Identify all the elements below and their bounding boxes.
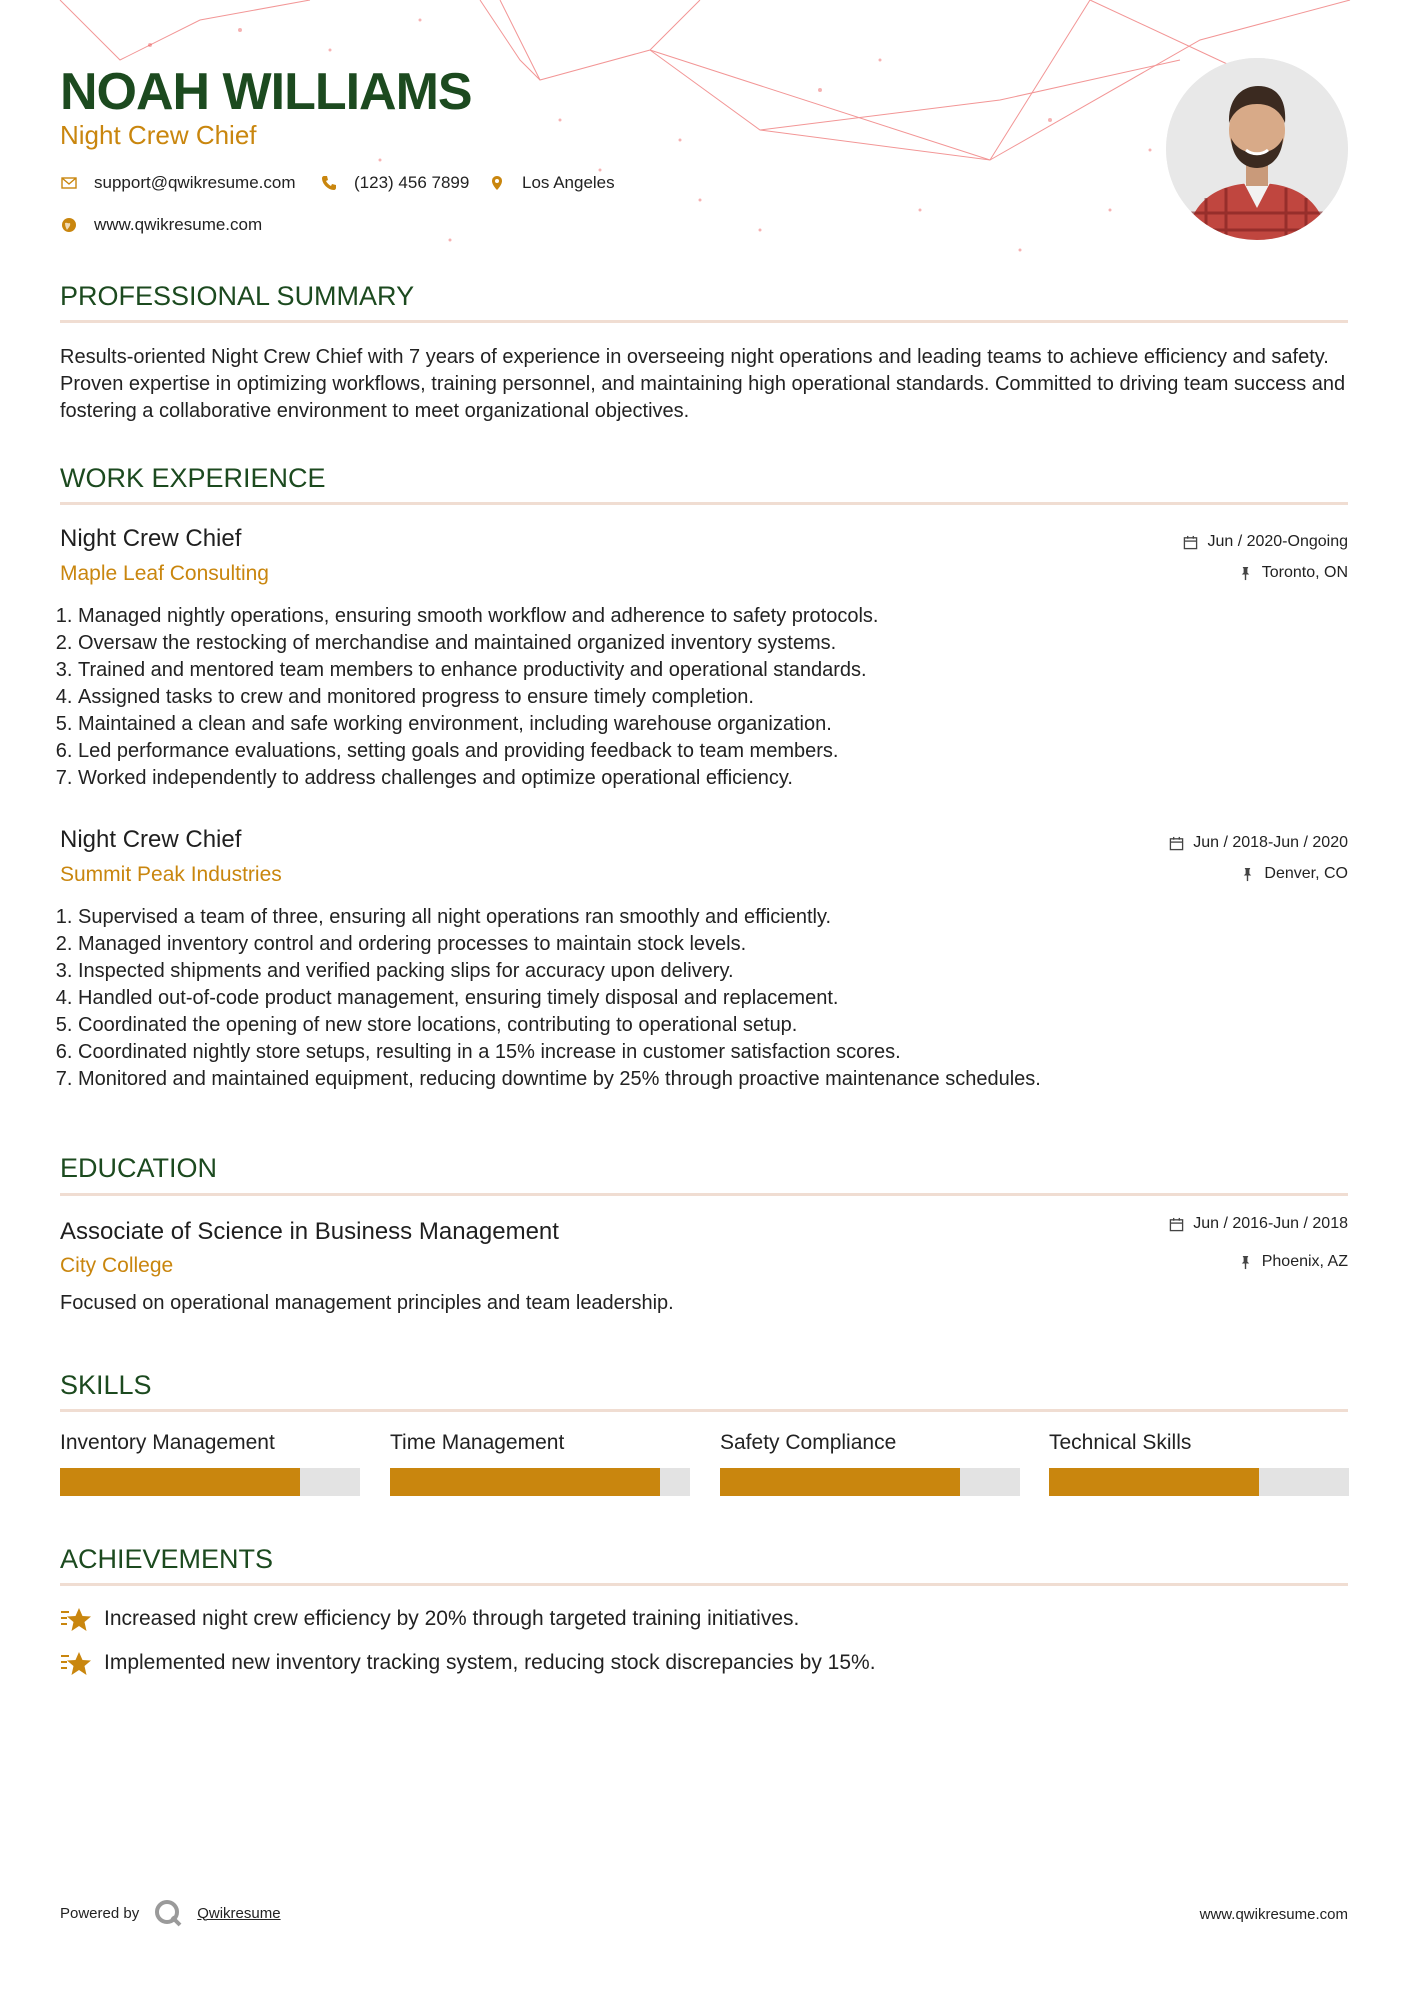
- pushpin-icon: [1240, 866, 1256, 882]
- candidate-role: Night Crew Chief: [60, 120, 257, 150]
- achievement-text: Implemented new inventory tracking system, reducing stock discrepancies by 15%.: [104, 1651, 876, 1674]
- contact-location: [488, 173, 615, 193]
- globe-icon: [60, 216, 78, 234]
- skill-bar-fill: [720, 1468, 960, 1496]
- skill-bar: [1049, 1468, 1349, 1496]
- powered-by-text: Powered by: [60, 1904, 140, 1922]
- education-school: City College: [60, 1254, 174, 1277]
- summary-text: Results-oriented Night Crew Chief with 7 years of experience in overseeing night operations and leading teams to achieve efficiency and safety. Proven expertise in optimizing workflows, training personnel, and maintaining high operational standards. Committed to driving team success and fostering a collaborative environment to meet organizational objectives.: [60, 346, 1346, 422]
- star-icon: [60, 1603, 92, 1635]
- qwikresume-link[interactable]: Qwikresume: [197, 1904, 281, 1922]
- skill-bar: [60, 1468, 360, 1496]
- job-1-title: Night Crew Chief: [60, 525, 242, 552]
- skills-divider: [60, 1409, 1348, 1412]
- calendar-icon: [1183, 534, 1199, 550]
- footer-website[interactable]: www.qwikresume.com: [1199, 1906, 1348, 1923]
- achievement-item: [60, 1603, 799, 1635]
- list-item: 3. Inspected shipments and verified packing slips for accuracy upon delivery.: [78, 958, 1338, 985]
- list-item: 1. Managed nightly operations, ensuring smooth workflow and adherence to safety protocols.: [78, 603, 1338, 630]
- list-item: 3. Trained and mentored team members to enhance productivity and operational standards.: [78, 657, 1338, 684]
- skill-label: Inventory Management: [60, 1431, 275, 1454]
- pushpin-icon: [1238, 565, 1254, 581]
- job-1-dates: [1183, 533, 1348, 551]
- footer-powered-by: [60, 1898, 281, 1928]
- education-dates-text: Jun / 2016-Jun / 2018: [1193, 1215, 1348, 1232]
- map-pin-icon: [488, 174, 506, 192]
- list-item: 6. Led performance evaluations, setting goals and providing feedback to team members.: [78, 738, 1338, 765]
- job-2-location: [1240, 865, 1348, 883]
- summary-divider: [60, 320, 1348, 323]
- profile-photo: [1166, 58, 1348, 240]
- achievements-divider: [60, 1583, 1348, 1586]
- job-2-dates-text: Jun / 2018-Jun / 2020: [1193, 834, 1348, 851]
- list-item: 2. Managed inventory control and ordering processes to maintain stock levels.: [78, 931, 1338, 958]
- calendar-icon: [1169, 1216, 1185, 1232]
- phone-text: (123) 456 7899: [354, 173, 470, 192]
- phone-icon: [320, 174, 338, 192]
- contact-website[interactable]: [60, 215, 262, 235]
- job-2-location-text: Denver, CO: [1264, 865, 1348, 882]
- job-1-location-text: Toronto, ON: [1261, 564, 1348, 581]
- job-2-title: Night Crew Chief: [60, 826, 242, 853]
- job-1-bullets: [56, 603, 1338, 792]
- job-2-bullets: [56, 904, 1338, 1093]
- calendar-icon: [1169, 835, 1185, 851]
- qwikresume-logo-icon: [153, 1898, 183, 1928]
- mail-icon: [60, 174, 78, 192]
- contact-phone[interactable]: [320, 173, 469, 193]
- skill-bar: [720, 1468, 1020, 1496]
- education-dates: [1169, 1215, 1348, 1233]
- job-1-location: [1238, 564, 1348, 582]
- skill-label: Safety Compliance: [720, 1431, 897, 1454]
- star-icon: [60, 1647, 92, 1679]
- email-text: support@qwikresume.com: [94, 173, 296, 192]
- job-1-company: Maple Leaf Consulting: [60, 562, 269, 585]
- education-degree: Associate of Science in Business Management: [60, 1218, 559, 1245]
- experience-divider: [60, 502, 1348, 505]
- skill-label: Time Management: [390, 1431, 565, 1454]
- pushpin-icon: [1238, 1254, 1254, 1270]
- skill-bar-fill: [390, 1468, 660, 1496]
- education-description: Focused on operational management principles and team leadership.: [60, 1292, 674, 1314]
- list-item: 6. Coordinated nightly store setups, resulting in a 15% increase in customer satisfaction scores.: [78, 1039, 1338, 1066]
- job-2-company: Summit Peak Industries: [60, 863, 282, 886]
- website-text: www.qwikresume.com: [94, 215, 263, 234]
- skill-bar-fill: [1049, 1468, 1259, 1496]
- job-2-dates: [1169, 834, 1348, 852]
- list-item: 4. Handled out-of-code product management, ensuring timely disposal and replacement.: [78, 985, 1338, 1012]
- achievement-item: [60, 1647, 876, 1679]
- achievement-text: Increased night crew efficiency by 20% through targeted training initiatives.: [104, 1607, 800, 1630]
- location-text: Los Angeles: [522, 173, 615, 192]
- summary-heading: PROFESSIONAL SUMMARY: [60, 281, 415, 311]
- achievements-heading: ACHIEVEMENTS: [60, 1544, 274, 1574]
- skill-bar-fill: [60, 1468, 300, 1496]
- job-1-dates-text: Jun / 2020-Ongoing: [1207, 533, 1348, 550]
- list-item: 5. Coordinated the opening of new store locations, contributing to operational setup.: [78, 1012, 1338, 1039]
- contact-email[interactable]: [60, 173, 296, 193]
- candidate-name: NOAH WILLIAMS: [60, 63, 472, 121]
- skills-heading: SKILLS: [60, 1370, 152, 1400]
- education-location-text: Phoenix, AZ: [1261, 1253, 1348, 1270]
- skill-label: Technical Skills: [1049, 1431, 1192, 1454]
- list-item: 5. Maintained a clean and safe working environment, including warehouse organization.: [78, 711, 1338, 738]
- skill-bar: [390, 1468, 690, 1496]
- list-item: 2. Oversaw the restocking of merchandise and maintained organized inventory systems.: [78, 630, 1338, 657]
- education-divider: [60, 1193, 1348, 1196]
- list-item: 4. Assigned tasks to crew and monitored progress to ensure timely completion.: [78, 684, 1338, 711]
- list-item: 7. Monitored and maintained equipment, reducing downtime by 25% through proactive maintenance schedules.: [78, 1066, 1338, 1093]
- list-item: 7. Worked independently to address challenges and optimize operational efficiency.: [78, 765, 1338, 792]
- experience-heading: WORK EXPERIENCE: [60, 463, 326, 493]
- education-location: [1238, 1253, 1348, 1271]
- list-item: 1. Supervised a team of three, ensuring all night operations ran smoothly and efficiently.: [78, 904, 1338, 931]
- education-heading: EDUCATION: [60, 1153, 218, 1183]
